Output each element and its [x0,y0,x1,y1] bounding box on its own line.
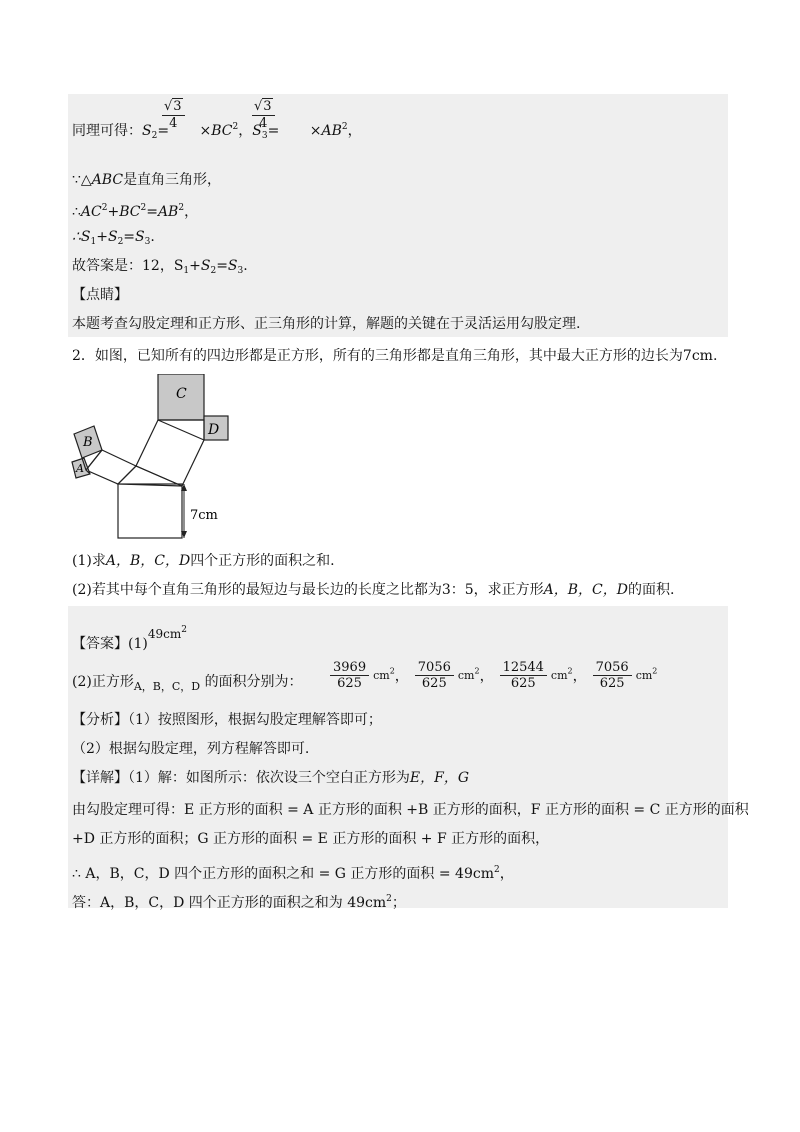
fraction-numerator: 12544 [502,660,544,675]
therefore-sum-line: $\therefore S_1+S_2=S_3$. [72,229,155,247]
fraction-denominator: 625 [500,675,547,691]
label-a: A [76,462,84,475]
answer-fraction-4: $\frac{7056}{625}$ $cm^2$ [593,660,658,691]
point-text: 本题考查勾股定理和正方形、正三角形的计算，解题的关键在于灵活运用勾股定理. [72,316,581,332]
fraction-numerator: 7056 [417,660,451,675]
detail-line2: 由勾股定理可得：E 正方形的面积 = A 正方形的面积 +B 正方形的面积，F 正方形的面积 = C 正方形的面积 [72,802,749,818]
label-b: B [83,435,93,450]
similarly-line: 同理可得：$S_2= \times BC^2$，$S_3= \times AB^2$， [72,122,362,141]
detail-line4: ∴ A，B，C，D 四个正方形的面积之和 = G 正方形的面积 = $49cm^2$， [72,865,514,882]
square-largest [118,484,182,538]
answer-fractions [330,660,663,700]
fraction-unit: cm [457,669,475,682]
fraction-denominator: 625 [593,675,632,691]
point-label: 【点睛】 [72,287,128,303]
fraction-sqrt3-over-4-a: $\frac{√3}{4}$ [162,98,185,132]
fraction-denominator: 625 [415,675,454,691]
label-side: 7cm [190,508,218,523]
answer-line-block1: 故答案是：12，$S_1+S_2=S_3$. [72,258,248,276]
analysis-line2: （2）根据勾股定理，列方程解答即可. [72,741,310,757]
square-f [136,420,204,486]
detail-intro: 【详解】（1）解：如图所示：依次设三个空白正方形为E，F，G [72,770,470,786]
pythagoras-tree-figure [70,374,250,550]
question2-part2: (2)若其中每个直角三角形的最短边与最长边的长度之比都为3：5，求正方形A，B，C，D的面积. [72,582,675,598]
fraction-unit: cm [635,669,653,682]
detail-line5: 答：A，B，C，D 四个正方形的面积之和为 $49cm^2$； [72,894,406,911]
question2-stem: 2．如图，已知所有的四边形都是正方形，所有的三角形都是直角三角形，其中最大正方形的边长为7cm. [72,348,718,364]
fraction-unit: cm [373,669,390,682]
answer-part1: 【答案】$(1)49cm^2$ [72,625,187,652]
because-line: ∵△ABC是直角三角形， [72,172,222,188]
question2-part1: (1)求A，B，C，D四个正方形的面积之和. [72,553,335,569]
label-c: C [176,386,187,402]
fraction-numerator: 7056 [595,660,629,675]
answer-fraction-2: $\frac{7056}{625}$ $cm^2$， [415,660,494,691]
fraction-unit: cm [550,669,568,682]
therefore-pythagoras-line: $\therefore AC^2+BC^2=AB^2$， [72,203,199,220]
label-d: D [208,422,220,438]
square-e [86,450,136,484]
fraction-sqrt3-over-4-b: $\frac{√3}{4}$ [252,98,275,132]
analysis-line1: 【分析】（1）按照图形，根据勾股定理解答即可； [72,712,382,728]
fraction-numerator: 3969 [333,660,367,675]
fraction-denominator: 625 [330,675,369,691]
answer-part2: (2)正方形$_{A,B,C,D}$ 的面积分别为： [72,674,303,693]
answer-fraction-1: $\frac{3969}{625}$ $cm^2$， [330,660,409,691]
answer-fraction-3: $\frac{12544}{625}$ $cm^2$， [500,660,587,691]
detail-line3: +D 正方形的面积；G 正方形的面积 = E 正方形的面积 + F 正方形的面积， [72,831,550,847]
